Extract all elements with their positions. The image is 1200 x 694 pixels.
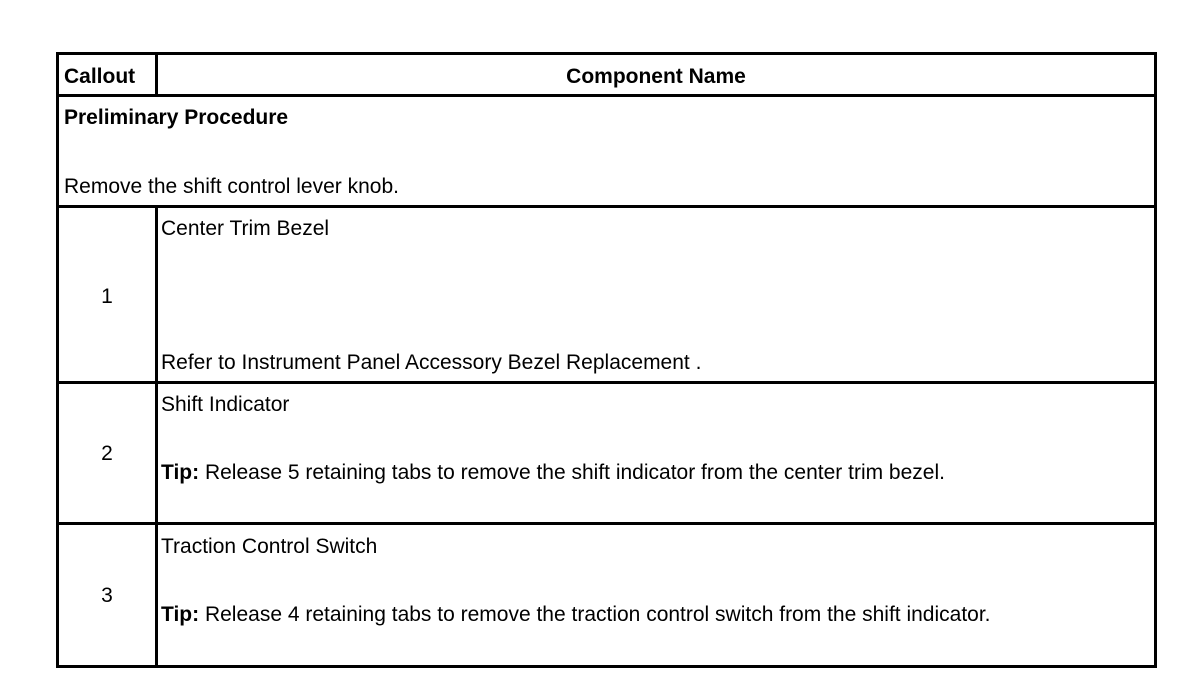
component-tip-3 — [161, 603, 991, 627]
callout-header: Callout — [64, 65, 136, 88]
body-column-divider — [155, 205, 158, 665]
tip-label-3: Tip: — [161, 603, 200, 626]
callout-2: 2 — [101, 442, 113, 465]
preliminary-text: Remove the shift control lever knob. — [64, 175, 399, 198]
preliminary-divider — [59, 205, 1154, 208]
tip-text-2: Release 5 retaining tabs to remove the shift indicator from the center trim bezel. — [199, 461, 945, 484]
header-divider — [59, 94, 1154, 97]
component-name-3: Traction Control Switch — [161, 535, 378, 558]
tip-label-2: Tip: — [161, 461, 200, 484]
preliminary-title: Preliminary Procedure — [64, 106, 289, 129]
tip-text-3: Release 4 retaining tabs to remove the traction control switch from the shift indicator. — [199, 603, 991, 626]
callout-3: 3 — [101, 584, 113, 607]
callout-1: 1 — [101, 285, 113, 308]
component-name-1: Center Trim Bezel — [161, 217, 330, 240]
component-name-header: Component Name — [566, 65, 746, 88]
component-table — [56, 52, 1157, 668]
component-tip-2 — [161, 461, 945, 485]
row-1-divider — [59, 381, 1154, 384]
row-2-divider — [59, 522, 1154, 525]
component-name-2: Shift Indicator — [161, 393, 290, 416]
component-note-1: Refer to Instrument Panel Accessory Bezel Replacement . — [161, 351, 702, 374]
